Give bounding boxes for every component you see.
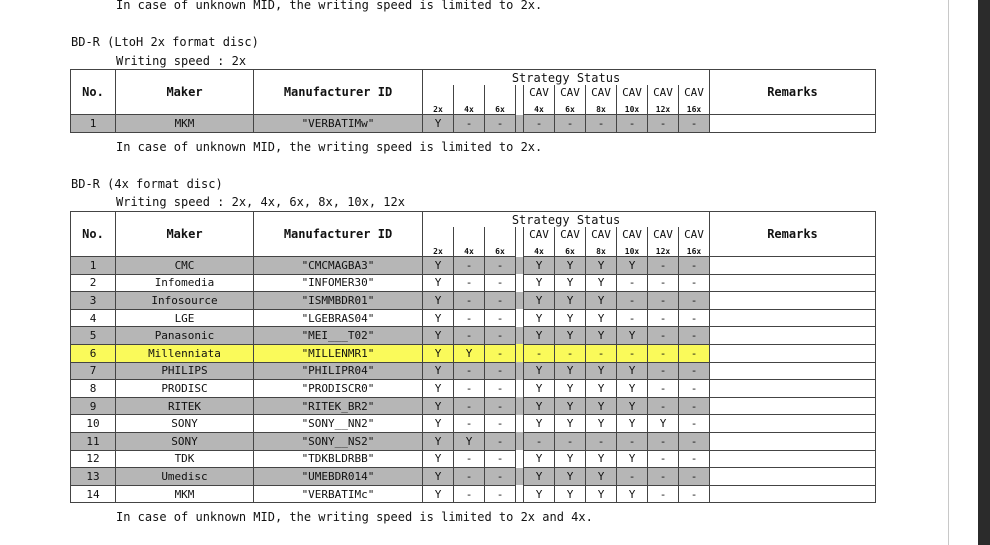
cell-status: Y xyxy=(555,274,586,292)
cell-status: - xyxy=(679,344,710,362)
cell-status: - xyxy=(454,415,485,433)
cell-no: 5 xyxy=(71,327,116,345)
vertical-scrollbar[interactable] xyxy=(978,0,990,545)
table-row xyxy=(71,257,876,275)
cell-remarks xyxy=(710,450,876,468)
cell-maker: Umedisc xyxy=(116,468,254,486)
separator-column xyxy=(516,85,524,100)
cell-maker: RITEK xyxy=(116,397,254,415)
separator-column xyxy=(516,309,524,327)
cell-status: - xyxy=(648,327,679,345)
table-row xyxy=(71,274,876,292)
cell-status: Y xyxy=(586,415,617,433)
cell-status: - xyxy=(485,397,516,415)
table-row xyxy=(71,468,876,486)
cell-status: Y xyxy=(423,292,454,310)
cell-no: 13 xyxy=(71,468,116,486)
cell-status: - xyxy=(485,380,516,398)
cell-status: - xyxy=(648,344,679,362)
cell-status: Y xyxy=(586,362,617,380)
cell-status: - xyxy=(648,362,679,380)
cell-status: - xyxy=(617,344,648,362)
speed-label: 4x xyxy=(454,242,485,257)
separator-column xyxy=(516,227,524,242)
cell-mid: "SONY__NN2" xyxy=(254,415,423,433)
cell-status: - xyxy=(454,115,485,133)
separator-column xyxy=(516,397,524,415)
cell-status: - xyxy=(485,292,516,310)
table-row xyxy=(71,450,876,468)
cell-mid: "SONY__NS2" xyxy=(254,432,423,450)
cell-remarks xyxy=(710,362,876,380)
col-header-mid: Manufacturer ID xyxy=(254,70,423,115)
cell-no: 8 xyxy=(71,380,116,398)
cell-maker: MKM xyxy=(116,115,254,133)
col-header-strategy: Strategy Status xyxy=(423,70,710,86)
speed-label: 4x xyxy=(454,100,485,115)
cell-status: Y xyxy=(586,257,617,275)
separator-column xyxy=(516,292,524,310)
cell-remarks xyxy=(710,344,876,362)
cell-status: Y xyxy=(423,415,454,433)
page-edge-line xyxy=(948,0,949,545)
speed-label: 6x xyxy=(485,242,516,257)
speed-label: 10x xyxy=(617,100,648,115)
cell-status: - xyxy=(555,432,586,450)
cell-status: - xyxy=(586,344,617,362)
cell-status: - xyxy=(679,380,710,398)
writing-speed-text: Writing speed : 2x, 4x, 6x, 8x, 10x, 12x xyxy=(116,195,405,209)
cell-status: Y xyxy=(586,380,617,398)
separator-column xyxy=(516,274,524,292)
cell-status: Y xyxy=(586,450,617,468)
cell-no: 6 xyxy=(71,344,116,362)
col-header-maker: Maker xyxy=(116,212,254,257)
cell-status: - xyxy=(454,450,485,468)
cell-status: Y xyxy=(555,292,586,310)
cell-status: Y xyxy=(423,362,454,380)
cell-mid: "MEI___T02" xyxy=(254,327,423,345)
cell-status: - xyxy=(454,292,485,310)
cell-no: 11 xyxy=(71,432,116,450)
speed-label: 6x xyxy=(555,100,586,115)
cell-status: Y xyxy=(555,362,586,380)
unknown-mid-note: In case of unknown MID, the writing speed is limited to 2x and 4x. xyxy=(116,510,593,524)
top-note: In case of unknown MID, the writing speed is limited to 2x. xyxy=(116,0,543,12)
cell-status: Y xyxy=(586,397,617,415)
cell-status: - xyxy=(679,397,710,415)
cell-status: Y xyxy=(524,327,555,345)
cell-status: - xyxy=(648,380,679,398)
cell-status: Y xyxy=(617,257,648,275)
cell-status: Y xyxy=(454,344,485,362)
section-title: BD-R (4x format disc) xyxy=(71,177,223,191)
cell-status: - xyxy=(485,274,516,292)
cav-label: CAV xyxy=(586,85,617,100)
cell-status: Y xyxy=(555,468,586,486)
cell-maker: Infosource xyxy=(116,292,254,310)
cell-remarks xyxy=(710,274,876,292)
speed-label: 2x xyxy=(423,100,454,115)
cell-status: Y xyxy=(586,485,617,503)
cell-status: - xyxy=(586,115,617,133)
cell-status: - xyxy=(485,468,516,486)
cell-status: - xyxy=(485,450,516,468)
cell-status: - xyxy=(679,432,710,450)
cell-status: Y xyxy=(423,485,454,503)
cell-no: 9 xyxy=(71,397,116,415)
cell-maker: TDK xyxy=(116,450,254,468)
cav-label: CAV xyxy=(617,85,648,100)
cell-status: Y xyxy=(586,309,617,327)
cell-status: - xyxy=(648,432,679,450)
cav-label: CAV xyxy=(524,85,555,100)
cav-label: CAV xyxy=(648,85,679,100)
cell-status: - xyxy=(617,468,648,486)
cell-status: - xyxy=(679,468,710,486)
speed-label: 8x xyxy=(586,100,617,115)
speed-label: 16x xyxy=(679,100,710,115)
separator-column xyxy=(516,362,524,380)
cell-status: - xyxy=(679,257,710,275)
separator-column xyxy=(516,257,524,275)
cav-label: CAV xyxy=(555,227,586,242)
col-header-maker: Maker xyxy=(116,70,254,115)
cell-mid: "MILLENMR1" xyxy=(254,344,423,362)
table-row xyxy=(71,485,876,503)
cell-status: - xyxy=(485,115,516,133)
cell-status: - xyxy=(485,432,516,450)
cell-status: - xyxy=(617,292,648,310)
separator-column xyxy=(516,344,524,362)
cell-maker: PHILIPS xyxy=(116,362,254,380)
cell-maker: CMC xyxy=(116,257,254,275)
cell-status: - xyxy=(679,309,710,327)
cell-mid: "UMEBDR014" xyxy=(254,468,423,486)
cell-status: Y xyxy=(423,344,454,362)
cell-status: Y xyxy=(555,309,586,327)
cell-status: - xyxy=(555,115,586,133)
cell-remarks xyxy=(710,485,876,503)
cell-status: - xyxy=(648,397,679,415)
cell-status: - xyxy=(454,485,485,503)
speed-label: 8x xyxy=(586,242,617,257)
cell-status: Y xyxy=(524,415,555,433)
cell-status: - xyxy=(617,274,648,292)
cell-status: Y xyxy=(617,485,648,503)
cell-no: 1 xyxy=(71,257,116,275)
cell-status: - xyxy=(485,362,516,380)
cell-status: - xyxy=(679,274,710,292)
col-header-remarks: Remarks xyxy=(710,70,876,115)
cell-mid: "PHILIPR04" xyxy=(254,362,423,380)
cell-status: Y xyxy=(423,450,454,468)
cell-maker: PRODISC xyxy=(116,380,254,398)
cell-maker: SONY xyxy=(116,432,254,450)
cell-status: Y xyxy=(555,327,586,345)
cell-status: Y xyxy=(423,380,454,398)
cell-status: - xyxy=(454,397,485,415)
cav-label: CAV xyxy=(679,227,710,242)
cell-remarks xyxy=(710,432,876,450)
separator-column xyxy=(516,327,524,345)
cell-no: 14 xyxy=(71,485,116,503)
cell-status: - xyxy=(648,115,679,133)
cell-status: Y xyxy=(617,450,648,468)
table-row xyxy=(71,115,876,133)
col-header-no: No. xyxy=(71,212,116,257)
cell-status: - xyxy=(485,327,516,345)
cell-status: - xyxy=(454,274,485,292)
cell-status: Y xyxy=(423,309,454,327)
cell-status: Y xyxy=(524,468,555,486)
cell-no: 12 xyxy=(71,450,116,468)
cell-status: Y xyxy=(524,380,555,398)
cell-no: 2 xyxy=(71,274,116,292)
cell-status: - xyxy=(679,327,710,345)
cell-mid: "CMCMAGBA3" xyxy=(254,257,423,275)
cell-maker: Infomedia xyxy=(116,274,254,292)
cell-maker: SONY xyxy=(116,415,254,433)
cell-status: - xyxy=(485,415,516,433)
cell-no: 4 xyxy=(71,309,116,327)
speed-label: 12x xyxy=(648,242,679,257)
cell-remarks xyxy=(710,257,876,275)
cell-status: - xyxy=(648,292,679,310)
cell-status: Y xyxy=(524,257,555,275)
cell-status: Y xyxy=(423,468,454,486)
cell-status: Y xyxy=(586,292,617,310)
cell-status: - xyxy=(454,380,485,398)
cell-status: Y xyxy=(524,397,555,415)
cell-status: Y xyxy=(617,415,648,433)
section-title: BD-R (LtoH 2x format disc) xyxy=(71,35,259,49)
strategy-table xyxy=(70,69,876,133)
cell-mid: "VERBATIMw" xyxy=(254,115,423,133)
speed-label: 16x xyxy=(679,242,710,257)
cell-status: - xyxy=(679,115,710,133)
cav-label: CAV xyxy=(648,227,679,242)
speed-label: 10x xyxy=(617,242,648,257)
speed-label: 4x xyxy=(524,242,555,257)
cell-status: Y xyxy=(524,309,555,327)
cell-status: Y xyxy=(586,327,617,345)
cell-remarks xyxy=(710,415,876,433)
table-row xyxy=(71,397,876,415)
cell-no: 7 xyxy=(71,362,116,380)
cell-status: - xyxy=(524,344,555,362)
cell-status: - xyxy=(586,432,617,450)
separator-column xyxy=(516,450,524,468)
cell-status: - xyxy=(679,292,710,310)
cell-status: Y xyxy=(555,485,586,503)
table-row xyxy=(71,309,876,327)
cell-status: - xyxy=(454,362,485,380)
speed-label: 2x xyxy=(423,242,454,257)
cell-status: - xyxy=(648,274,679,292)
cell-status: Y xyxy=(555,397,586,415)
cav-label: CAV xyxy=(555,85,586,100)
cell-maker: Millenniata xyxy=(116,344,254,362)
cell-no: 10 xyxy=(71,415,116,433)
cell-mid: "INFOMER30" xyxy=(254,274,423,292)
separator-column xyxy=(516,115,524,133)
cell-status: Y xyxy=(617,362,648,380)
col-header-mid: Manufacturer ID xyxy=(254,212,423,257)
cell-status: - xyxy=(679,362,710,380)
cell-mid: "ISMMBDR01" xyxy=(254,292,423,310)
cell-status: - xyxy=(524,432,555,450)
cell-status: - xyxy=(648,309,679,327)
writing-speed-text: Writing speed : 2x xyxy=(116,54,247,68)
cell-status: Y xyxy=(423,397,454,415)
cell-status: - xyxy=(617,115,648,133)
cell-status: - xyxy=(485,344,516,362)
cell-mid: "RITEK_BR2" xyxy=(254,397,423,415)
cell-status: - xyxy=(454,309,485,327)
cell-status: - xyxy=(555,344,586,362)
table-row xyxy=(71,292,876,310)
cell-status: - xyxy=(648,485,679,503)
cell-status: Y xyxy=(423,327,454,345)
cell-status: Y xyxy=(524,292,555,310)
cell-status: Y xyxy=(555,380,586,398)
cav-label: CAV xyxy=(679,85,710,100)
cell-status: Y xyxy=(454,432,485,450)
cell-mid: "LGEBRAS04" xyxy=(254,309,423,327)
speed-label: 4x xyxy=(524,100,555,115)
cell-status: - xyxy=(454,327,485,345)
cell-remarks xyxy=(710,309,876,327)
table-row xyxy=(71,380,876,398)
cell-mid: "TDKBLDRBB" xyxy=(254,450,423,468)
cell-status: Y xyxy=(617,327,648,345)
cell-status: Y xyxy=(423,257,454,275)
cell-status: - xyxy=(648,257,679,275)
cell-maker: Panasonic xyxy=(116,327,254,345)
col-header-no: No. xyxy=(71,70,116,115)
col-header-remarks: Remarks xyxy=(710,212,876,257)
cell-status: - xyxy=(617,432,648,450)
cell-status: Y xyxy=(555,257,586,275)
cav-label: CAV xyxy=(586,227,617,242)
separator-column xyxy=(516,468,524,486)
cav-label: CAV xyxy=(617,227,648,242)
cell-status: Y xyxy=(524,362,555,380)
cell-maker: MKM xyxy=(116,485,254,503)
cell-status: - xyxy=(454,257,485,275)
cell-status: - xyxy=(679,415,710,433)
cell-status: Y xyxy=(617,397,648,415)
speed-label: 6x xyxy=(555,242,586,257)
separator-column xyxy=(516,415,524,433)
cell-remarks xyxy=(710,327,876,345)
separator-column xyxy=(516,380,524,398)
cell-mid: "PRODISCR0" xyxy=(254,380,423,398)
cell-remarks xyxy=(710,397,876,415)
separator-column xyxy=(516,485,524,503)
cell-remarks xyxy=(710,292,876,310)
cell-maker: LGE xyxy=(116,309,254,327)
cell-status: - xyxy=(648,450,679,468)
cell-status: Y xyxy=(524,450,555,468)
cell-no: 3 xyxy=(71,292,116,310)
table-row xyxy=(71,415,876,433)
cell-status: Y xyxy=(555,415,586,433)
cell-status: Y xyxy=(586,274,617,292)
cell-status: Y xyxy=(648,415,679,433)
strategy-table xyxy=(70,211,876,503)
table-row xyxy=(71,327,876,345)
cell-status: Y xyxy=(555,450,586,468)
cell-status: Y xyxy=(423,432,454,450)
cell-status: Y xyxy=(524,485,555,503)
separator-column xyxy=(516,432,524,450)
cell-remarks xyxy=(710,380,876,398)
speed-label: 6x xyxy=(485,100,516,115)
speed-label: 12x xyxy=(648,100,679,115)
cell-mid: "VERBATIMc" xyxy=(254,485,423,503)
col-header-strategy: Strategy Status xyxy=(423,212,710,228)
cell-remarks xyxy=(710,115,876,133)
cell-status: Y xyxy=(586,468,617,486)
cell-status: - xyxy=(485,309,516,327)
table-row xyxy=(71,432,876,450)
unknown-mid-note: In case of unknown MID, the writing speed is limited to 2x. xyxy=(116,140,543,154)
cav-label: CAV xyxy=(524,227,555,242)
cell-status: - xyxy=(485,485,516,503)
cell-status: - xyxy=(485,257,516,275)
cell-remarks xyxy=(710,468,876,486)
table-row xyxy=(71,362,876,380)
cell-status: Y xyxy=(423,115,454,133)
cell-status: - xyxy=(679,450,710,468)
cell-status: - xyxy=(454,468,485,486)
cell-status: Y xyxy=(423,274,454,292)
cell-status: - xyxy=(524,115,555,133)
cell-status: Y xyxy=(617,380,648,398)
cell-status: - xyxy=(648,468,679,486)
cell-status: - xyxy=(679,485,710,503)
cell-no: 1 xyxy=(71,115,116,133)
cell-status: Y xyxy=(524,274,555,292)
cell-status: - xyxy=(617,309,648,327)
table-row xyxy=(71,344,876,362)
